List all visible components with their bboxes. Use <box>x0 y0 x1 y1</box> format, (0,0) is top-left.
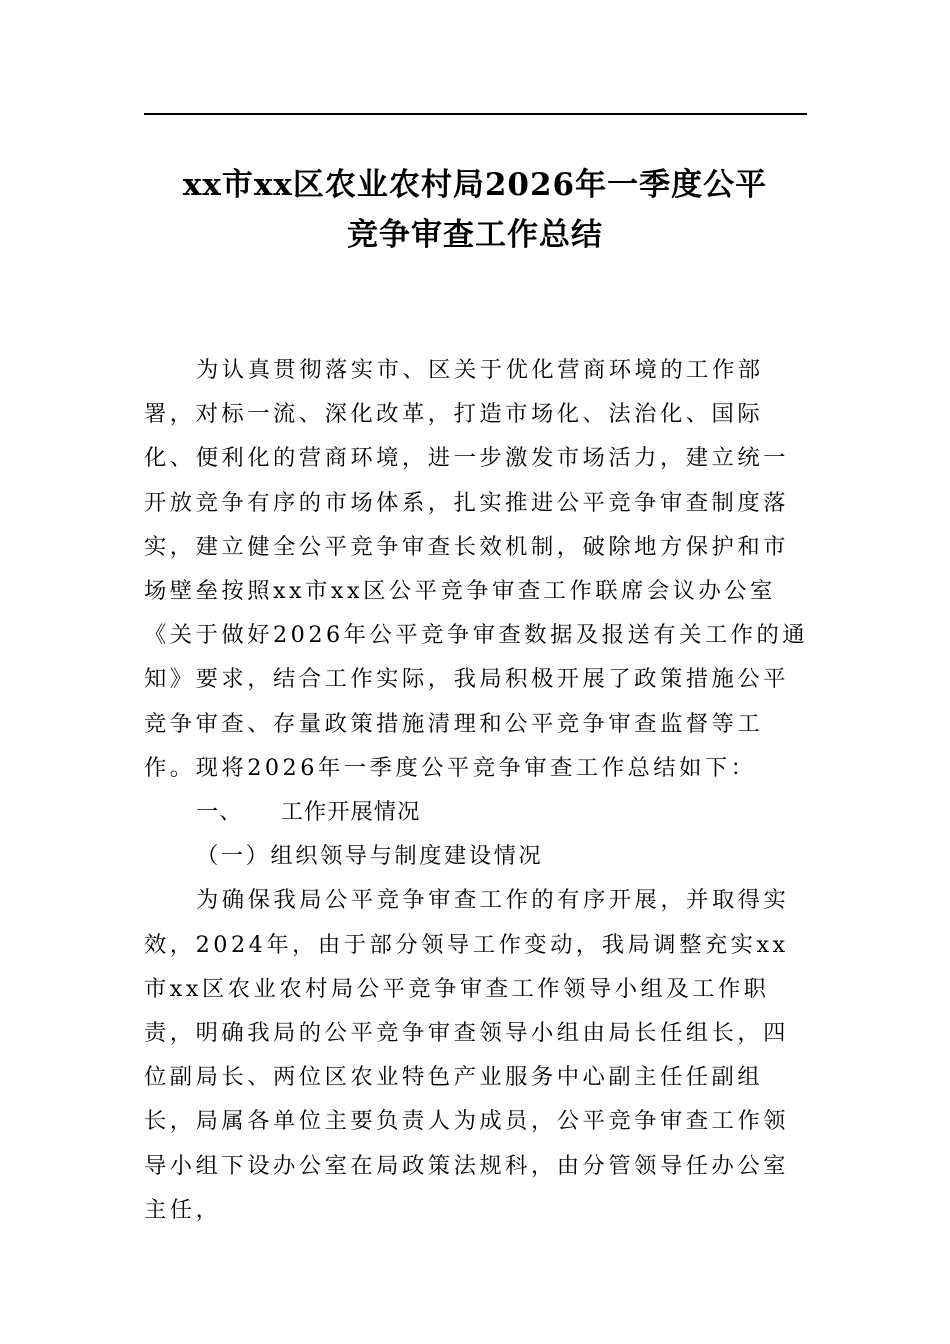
document-title <box>120 160 830 260</box>
subsection-paragraph-1: 为确保我局公平竞争审查工作的有序开展，并取得实效，2024年，由于部分领导工作变动，我局调整充实xx市xx区农业农村局公平竞争审查工作领导小组及工作职责，明确我局的公平竞争审查领导小组由局长任组长，四位副局长、两位区农业特色产业服务中心副主任任副组长，局属各单位主要负责人为成员，公平竞争审查工作领导小组下设办公室在局政策法规科，由分管领导任办公室主任， <box>144 887 790 1223</box>
section-title: 工作开展情况 <box>280 799 421 826</box>
section-number: 一、 <box>196 799 243 826</box>
document-title-line-2: 竞争审查工作总结 <box>347 217 603 253</box>
document-title-line-1: xx市xx区农业农村局2026年一季度公平 <box>182 167 768 203</box>
subsection-heading-1: （一）组织领导与制度建设情况 <box>196 843 544 870</box>
document-body <box>144 348 812 1232</box>
section-heading-1 <box>144 790 812 834</box>
intro-paragraph: 为认真贯彻落实市、区关于优化营商环境的工作部署，对标一流、深化改革，打造市场化、法治化、国际化、便利化的营商环境，进一步激发市场活力，建立统一开放竞争有序的市场体系，扎实推进公平竞争审查制度落实，建立健全公平竞争审查长效机制，破除地方保护和市场壁垒按照xx市xx区公平竞争审查工作联席会议办公室《关于做好2026年公平竞争审查数据及报送有关工作的通知》要求，结合工作实际，我局积极开展了政策措施公平竞争审查、存量政策措施清理和公平竞争审查监督等工作。现将2026年一季度公平竞争审查工作总结如下： <box>144 357 809 781</box>
header-rule <box>144 113 807 115</box>
